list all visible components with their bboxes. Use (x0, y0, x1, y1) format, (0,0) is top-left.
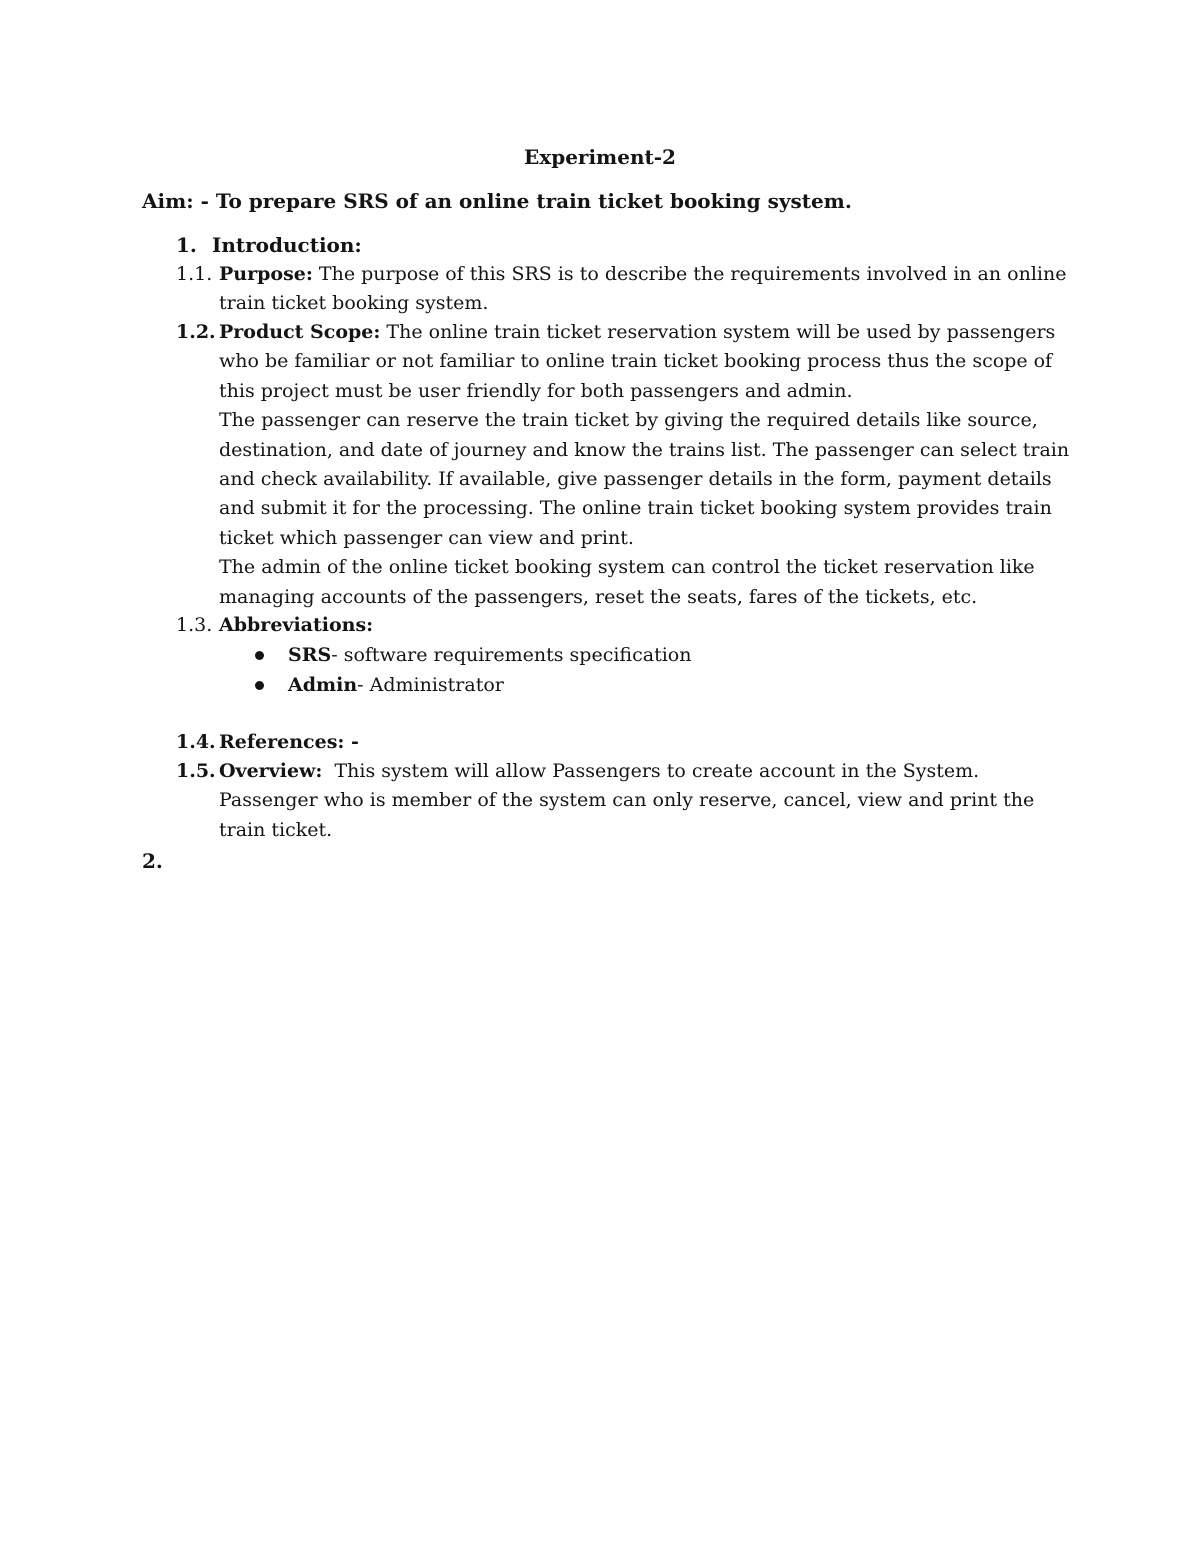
section-title: Introduction: (212, 233, 362, 257)
subsection-number: 1.5. (176, 760, 216, 782)
abbreviation-definition: - Administrator (357, 674, 504, 696)
product-scope-paragraph-3: The admin of the online ticket booking system can control the ticket reservation like managing accounts of the passengers, reset the seats, fares of the tickets, etc. (219, 556, 1035, 608)
subsection-number: 1.4. (176, 731, 216, 753)
subsection-product-scope (176, 318, 1076, 612)
subsection-label: Product Scope: (219, 321, 381, 343)
aim-statement: Aim: - To prepare SRS of an online train ticket booking system. (142, 189, 852, 213)
subsection-label: References: (219, 731, 345, 753)
purpose-paragraph (219, 260, 1076, 319)
section-number: 1. (176, 233, 197, 257)
document-title: Experiment-2 (524, 145, 676, 169)
product-scope-text: The online train ticket reservation system will be used by passengers who be familiar or not familiar to online train ticket booking process thus the scope of this project must be user friendly for both passengers and admin. (219, 321, 1056, 402)
subsection-number: 1.2. (176, 321, 216, 343)
references-text: - (344, 731, 359, 753)
subsection-label: Purpose: (219, 263, 313, 285)
overview-paragraph (219, 757, 1076, 845)
abbreviation-definition: - software requirements specification (331, 644, 692, 666)
abbreviation-term: SRS (288, 644, 332, 666)
subsection-purpose (176, 260, 1076, 319)
subsection-number: 1.3. (176, 614, 213, 636)
subsection-number: 1.1. (176, 263, 213, 285)
subsection-label: Overview: (219, 760, 323, 782)
bullet-icon (255, 681, 264, 690)
subsection-references (176, 728, 1076, 757)
overview-text: This system will allow Passengers to create account in the System. Passenger who is member of the system can only reserve, cancel, view and print the train ticket. (219, 760, 1041, 841)
product-scope-paragraph-1 (219, 318, 1076, 406)
bullet-icon (255, 651, 264, 660)
subsection-abbreviations (176, 611, 1076, 640)
subsection-overview (176, 757, 1076, 845)
product-scope-paragraph-2: The passenger can reserve the train ticket by giving the required details like source, destination, and date of journey and know the trains list. The passenger can select train and check availability. If available, give passenger details in the form, payment details and submit it for the processing. The online train ticket booking system provides train ticket which passenger can view and print. (219, 409, 1070, 549)
section-introduction-heading (176, 230, 362, 260)
section-2-heading: 2. (142, 849, 163, 873)
abbreviation-term: Admin (288, 674, 358, 696)
subsection-label: Abbreviations: (219, 614, 374, 636)
purpose-text: The purpose of this SRS is to describe the requirements involved in an online train ticket booking system. (219, 263, 1067, 315)
